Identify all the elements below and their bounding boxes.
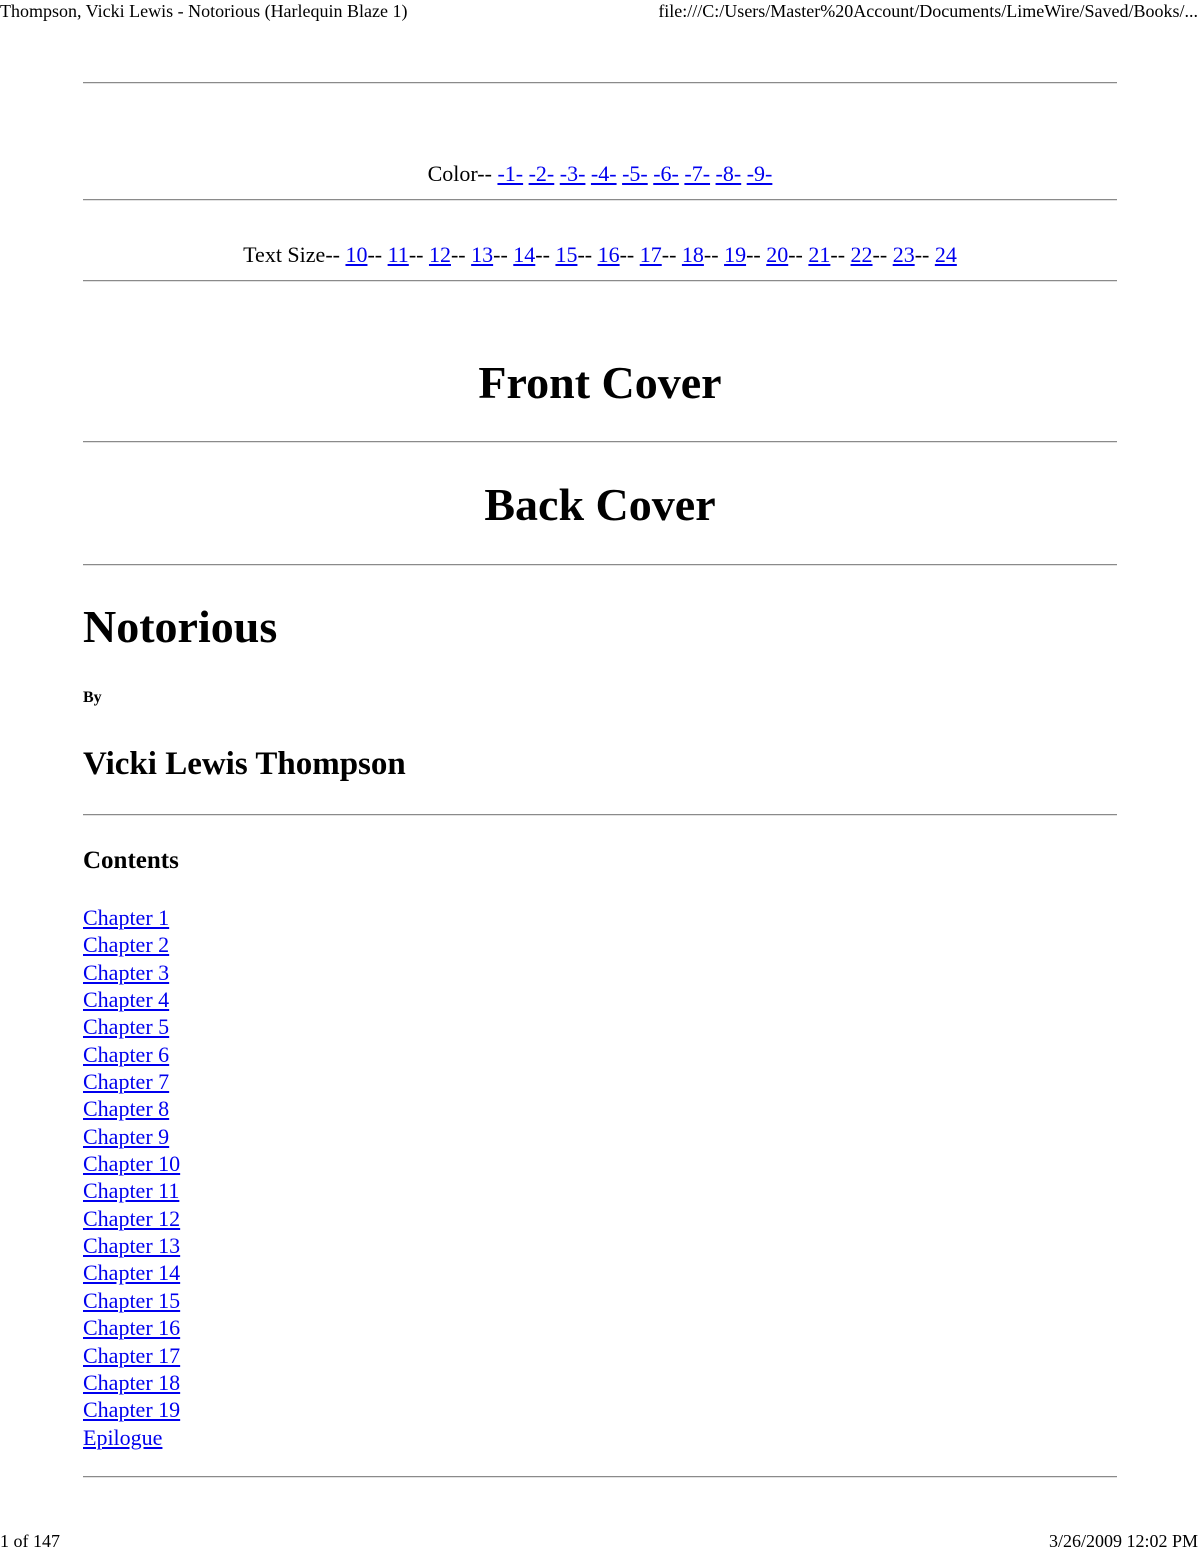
toc-item — [83, 1424, 180, 1451]
divider-size — [83, 280, 1117, 282]
text-size-separator: -- — [367, 242, 388, 267]
text-size-option-24[interactable]: 24 — [934, 242, 957, 267]
color-option-6[interactable]: -6- — [653, 161, 679, 186]
text-size-nav — [0, 241, 1200, 269]
color-option-9[interactable]: -9- — [746, 161, 773, 186]
front-cover-heading: Front Cover — [478, 357, 722, 408]
text-size-option-10[interactable]: 10 — [345, 242, 368, 267]
toc-link-chapter-1[interactable]: Chapter 1 — [83, 905, 170, 930]
print-footer — [0, 1530, 1200, 1552]
toc-link-chapter-13[interactable]: Chapter 13 — [83, 1233, 181, 1259]
text-size-separator: -- — [535, 242, 556, 267]
toc-link-chapter-18[interactable]: Chapter 18 — [83, 1369, 181, 1395]
color-option-8[interactable]: -8- — [715, 161, 742, 186]
toc-link-chapter-10[interactable]: Chapter 10 — [83, 1151, 181, 1177]
toc-item — [83, 1013, 180, 1040]
color-links — [497, 161, 772, 186]
toc-item — [83, 986, 180, 1013]
toc-item — [83, 1123, 180, 1150]
toc-link-epilogue[interactable]: Epilogue — [83, 1424, 163, 1450]
contents-heading: Contents — [83, 847, 179, 874]
print-datetime: 3/26/2009 12:02 PM — [1048, 1531, 1198, 1551]
text-size-separator: -- — [746, 242, 767, 267]
color-option-3[interactable]: -3- — [559, 161, 586, 186]
document-url: file:///C:/Users/Master%20Account/Documents/LimeWire/Saved/Books/... — [658, 1, 1198, 21]
toc-item — [83, 1259, 180, 1286]
toc-item — [83, 1068, 180, 1095]
divider-back-cover — [83, 564, 1117, 566]
divider-front-cover — [83, 441, 1117, 443]
toc-item — [83, 1396, 180, 1423]
page-number: 1 of 147 — [0, 1531, 60, 1551]
toc-item — [83, 1177, 180, 1204]
color-option-2[interactable]: -2- — [528, 161, 555, 186]
color-option-1[interactable]: -1- — [497, 161, 524, 186]
text-size-option-14[interactable]: 14 — [513, 242, 536, 267]
toc-item — [83, 1205, 180, 1232]
text-size-separator: -- — [577, 242, 598, 267]
text-size-option-11[interactable]: 11 — [387, 242, 409, 267]
toc-link-chapter-15[interactable]: Chapter 15 — [83, 1287, 181, 1313]
book-title: Notorious — [83, 601, 278, 652]
text-size-separator: -- — [703, 242, 725, 267]
text-size-option-12[interactable]: 12 — [428, 242, 451, 267]
toc-item — [83, 1342, 180, 1369]
toc-link-chapter-8[interactable]: Chapter 8 — [83, 1096, 170, 1122]
toc-item — [83, 959, 180, 986]
text-size-separator: -- — [830, 242, 851, 267]
back-cover-heading: Back Cover — [484, 479, 716, 530]
color-option-4[interactable]: -4- — [590, 161, 617, 186]
divider-color — [83, 199, 1117, 201]
text-size-option-13[interactable]: 13 — [471, 242, 494, 267]
text-size-option-22[interactable]: 22 — [850, 242, 873, 267]
text-size-option-21[interactable]: 21 — [808, 242, 831, 267]
text-size-separator: -- — [408, 242, 429, 267]
toc-item — [83, 931, 180, 958]
toc-item — [83, 904, 180, 931]
text-size-separator: -- — [872, 242, 893, 267]
document-title: Thompson, Vicki Lewis - Notorious (Harlequin Blaze 1) — [0, 1, 408, 21]
text-size-option-18[interactable]: 18 — [681, 242, 704, 267]
toc-link-chapter-19[interactable]: Chapter 19 — [83, 1397, 181, 1423]
color-option-5[interactable]: -5- — [622, 161, 648, 186]
table-of-contents — [83, 904, 180, 1451]
color-nav — [0, 160, 1200, 188]
toc-item — [83, 1041, 180, 1068]
toc-link-chapter-14[interactable]: Chapter 14 — [83, 1260, 181, 1286]
divider-bottom — [83, 1476, 1117, 1478]
print-header — [0, 0, 1200, 24]
toc-link-chapter-11[interactable]: Chapter 11 — [83, 1178, 180, 1204]
text-size-separator: -- — [788, 242, 809, 267]
toc-link-chapter-4[interactable]: Chapter 4 — [83, 987, 170, 1013]
text-size-links — [345, 242, 956, 267]
toc-item — [83, 1150, 180, 1177]
author-name: Vicki Lewis Thompson — [83, 746, 406, 782]
text-size-separator: -- — [450, 242, 472, 267]
toc-link-chapter-9[interactable]: Chapter 9 — [83, 1123, 170, 1149]
toc-item — [83, 1232, 180, 1259]
toc-link-chapter-2[interactable]: Chapter 2 — [83, 932, 170, 958]
text-size-option-15[interactable]: 15 — [555, 242, 578, 267]
divider-top — [83, 82, 1117, 84]
toc-item — [83, 1314, 180, 1341]
toc-item — [83, 1369, 180, 1396]
text-size-separator: -- — [619, 242, 640, 267]
divider-author — [83, 814, 1117, 816]
text-size-option-20[interactable]: 20 — [766, 242, 789, 267]
text-size-separator: -- — [914, 242, 935, 267]
by-label: By — [83, 689, 102, 706]
toc-item — [83, 1095, 180, 1122]
toc-link-chapter-6[interactable]: Chapter 6 — [83, 1041, 170, 1067]
toc-link-chapter-7[interactable]: Chapter 7 — [83, 1069, 170, 1095]
toc-link-chapter-16[interactable]: Chapter 16 — [83, 1315, 181, 1341]
toc-item — [83, 1287, 180, 1314]
text-size-separator: -- — [661, 242, 682, 267]
text-size-separator: -- — [493, 242, 514, 267]
toc-link-chapter-12[interactable]: Chapter 12 — [83, 1205, 181, 1231]
color-nav-label: Color-- — [427, 161, 498, 186]
text-size-option-19[interactable]: 19 — [724, 242, 747, 267]
text-size-option-23[interactable]: 23 — [892, 242, 915, 267]
text-size-label: Text Size-- — [243, 242, 346, 267]
toc-link-chapter-5[interactable]: Chapter 5 — [83, 1014, 170, 1040]
toc-link-chapter-17[interactable]: Chapter 17 — [83, 1342, 181, 1368]
text-size-option-17[interactable]: 17 — [639, 242, 662, 267]
toc-link-chapter-3[interactable]: Chapter 3 — [83, 959, 170, 985]
text-size-option-16[interactable]: 16 — [597, 242, 620, 267]
color-option-7[interactable]: -7- — [684, 161, 711, 186]
